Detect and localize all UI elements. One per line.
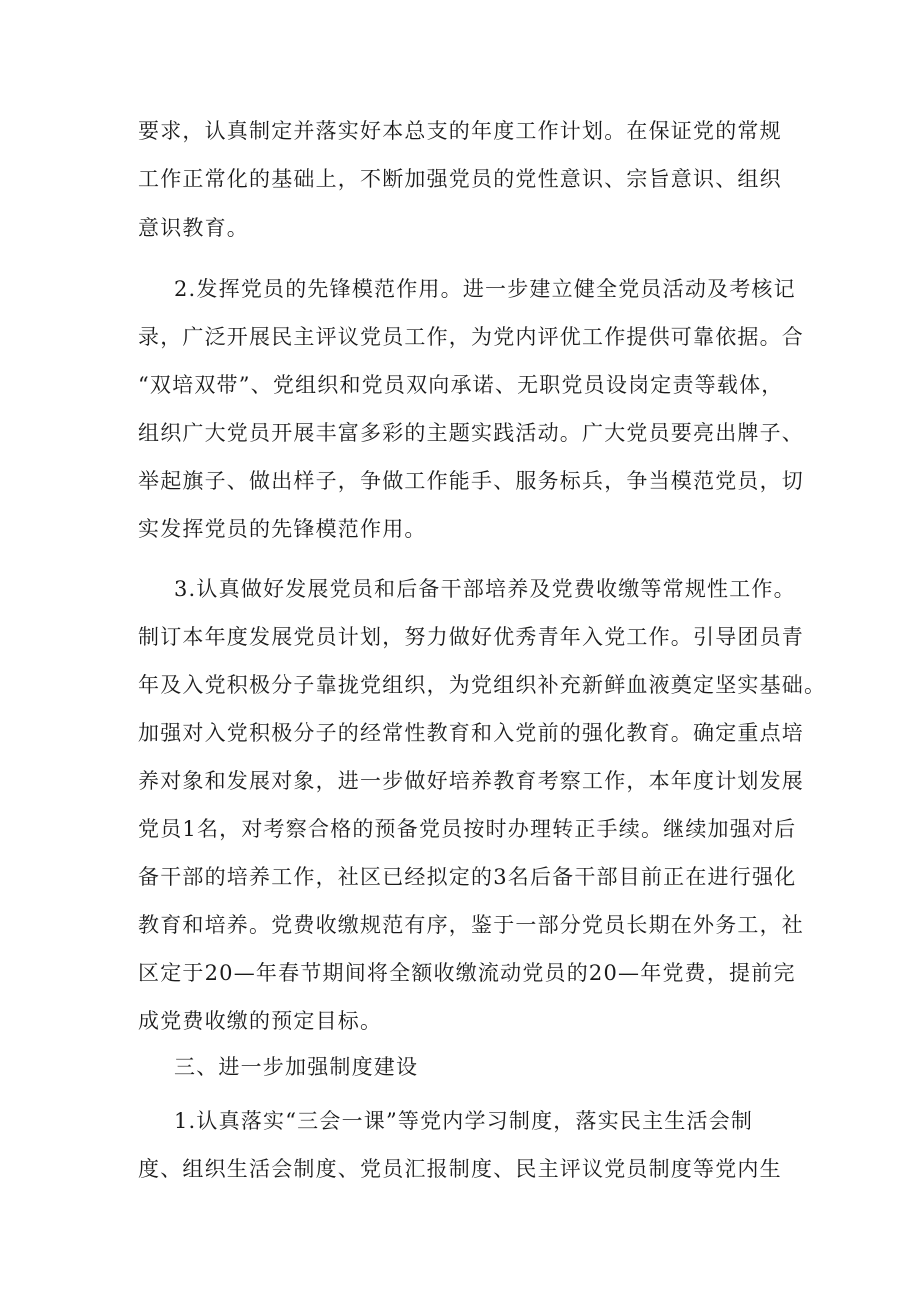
text-line: 工作正常化的基础上，不断加强党员的党性意识、宗旨意识、组织: [138, 167, 782, 191]
text-line: 3.认真做好发展党员和后备干部培养及党费收缴等常规性工作。: [174, 577, 796, 601]
text-line: 实发挥党员的先锋模范作用。: [138, 517, 427, 541]
text-line: 录，广泛开展民主评议党员工作，为党内评优工作提供可靠依据。合: [138, 325, 804, 349]
text-line: 区定于20—年春节期间将全额收缴流动党员的20—年党费，提前完: [138, 961, 796, 985]
text-line: 制订本年度发展党员计划，努力做好优秀青年入党工作。引导团员青: [138, 625, 804, 649]
text-line: 教育和培养。党费收缴规范有序，鉴于一部分党员长期在外务工，社: [138, 913, 804, 937]
text-line: 加强对入党积极分子的经常性教育和入党前的强化教育。确定重点培: [138, 721, 804, 745]
text-line: 组织广大党员开展丰富多彩的主题实践活动。广大党员要亮出牌子、: [138, 421, 804, 445]
text-line: “双培双带”、党组织和党员双向承诺、无职党员设岗定责等载体，: [138, 373, 784, 397]
section-heading: 三、进一步加强制度建设: [174, 1055, 419, 1079]
text-line: 年及入党积极分子靠拢党组织，为党组织补充新鲜血液奠定坚实基础。: [138, 673, 827, 697]
text-line: 备干部的培养工作，社区已经拟定的3名后备干部目前正在进行强化: [138, 865, 797, 889]
text-line: 党员1名，对考察合格的预备党员按时办理转正手续。继续加强对后: [138, 817, 797, 841]
text-line: 养对象和发展对象，进一步做好培养教育考察工作，本年度计划发展: [138, 769, 804, 793]
text-line: 度、组织生活会制度、党员汇报制度、民主评议党员制度等党内生: [138, 1157, 782, 1181]
text-line: 2.发挥党员的先锋模范作用。进一步建立健全党员活动及考核记: [174, 277, 796, 301]
text-line: 意识教育。: [138, 216, 249, 240]
text-line: 成党费收缴的预定目标。: [138, 1009, 383, 1033]
text-line: 举起旗子、做出样子，争做工作能手、服务标兵，争当模范党员，切: [138, 469, 804, 493]
text-line: 1.认真落实“三会一课”等党内学习制度，落实民主生活会制: [174, 1109, 754, 1133]
text-line: 要求，认真制定并落实好本总支的年度工作计划。在保证党的常规: [138, 119, 782, 143]
